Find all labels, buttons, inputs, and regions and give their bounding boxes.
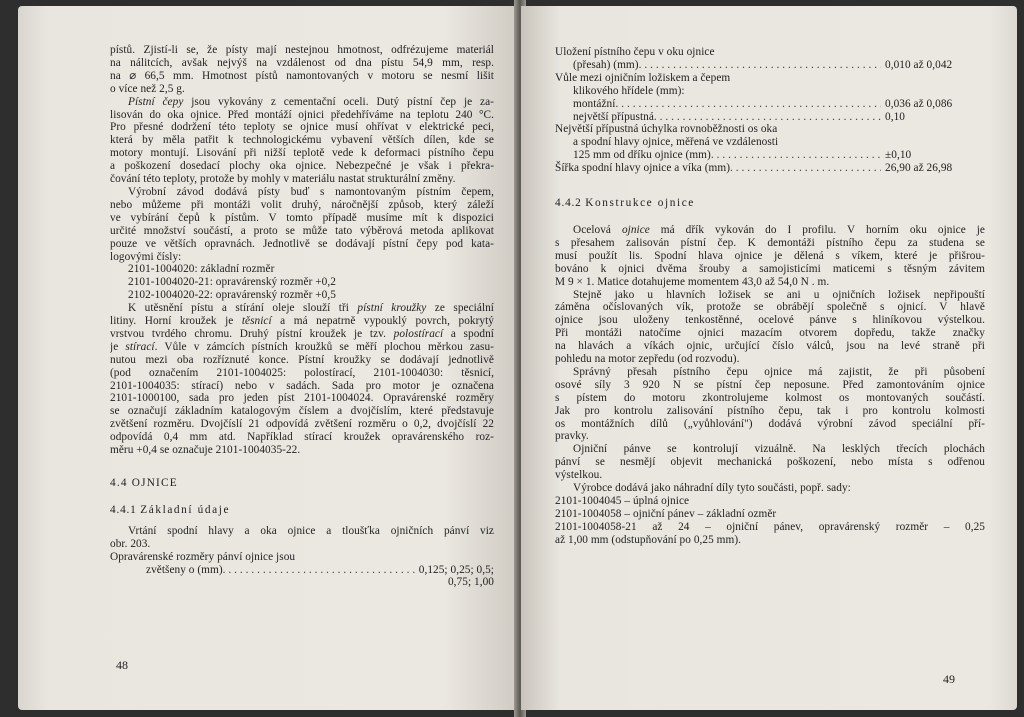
text-line: nutou mezi oba rozříznuté konce. Pístní kroužky se dodávají jednotlivě [110, 353, 494, 366]
text-line: která by měla patřit k technologickému vybavení větších dílen, kde se [110, 134, 494, 147]
text-line: Ojniční pánve se kontrolují vizuálně. Na lesklých třecích plochách [573, 443, 985, 456]
text-line: určité množství součástí, a proto se může tato výběrová metoda aplikovat [110, 224, 494, 237]
text-line: o více než 2,5 g. [110, 82, 185, 95]
text-line: lisován do oka ojnice. Před montáží ojnici předehříváme na teplotu 240 °C. [110, 108, 494, 121]
leader-dots [654, 111, 881, 124]
leader-dots [615, 98, 881, 111]
subsection-heading: 4.4.2 Konstrukce ojnice [555, 197, 695, 210]
paragraph [555, 289, 985, 366]
page-number: 48 [116, 658, 128, 672]
paragraph [110, 96, 494, 186]
text-line: odpovídá 0,4 mm atd. Například stírací kroužek opravárenského roz- [110, 431, 494, 444]
term-pistni-cepy: Pístní čepy [128, 95, 184, 108]
text-line: motory montují. Lisování při nižší teplotě vede k deformaci pístního čepu [110, 147, 494, 160]
parts-item: 2101-1004058-21 až 24 – ojniční pánev, opravárenský rozměr – 0,25 [555, 520, 985, 533]
spec-table [555, 46, 985, 175]
text-line: osové síly 3 920 N se pístní čep neposune. Před zamontováním ojnice [555, 378, 985, 391]
text-line: Pístní čepy jsou vykovány z cementační oceli. Dutý pístní čep je za- [128, 95, 494, 108]
right-page-text [555, 46, 985, 547]
text-line: na nálitcích, avšak nejvýš na vzdálenost od dna pístu 54,9 mm, resp. [110, 56, 494, 69]
spec-row: největší přípustná . . . 0,10 [555, 111, 985, 124]
text-line: 2101-1004035: stírací) nebo v sadách. Sada pro motor je označena [110, 379, 494, 392]
text-line: nebo můžeme při montáži volit druhý, náročnější způsob, který záleží [110, 198, 494, 211]
spec-row: Šířka spodní hlavy ojnice a víka (mm) . . . 26,90 až 26,98 [555, 162, 985, 175]
text-line: Vrtání spodní hlavy a oka ojnice a tloušťka ojničních pánví viz [128, 524, 494, 537]
text-line: ve vybírání čepů k pístům. V tomto případě musíme mít k dispozici [110, 211, 494, 224]
catalog-item: 2102-1004020-22: opravárenský rozměr +0,5 [128, 289, 336, 302]
text-line: M 9 × 1. Matice dotahujeme momentem 43,0 až 54,0 N . m. [555, 275, 830, 288]
paragraph [110, 186, 494, 263]
text-line: (pod označením 2101-1004025: polostírací, 2101-1004030: těsnicí, [110, 366, 494, 379]
page-number: 49 [943, 672, 955, 686]
text-line: litiny. Horní kroužek je těsnicí a má nepatrně vypouklý povrch, pokrytý [110, 315, 494, 328]
section-heading: 4.4 OJNICE [110, 477, 178, 489]
text-line: a poškození dosedací plochy oka ojnice. Nebezpečné je však i překra- [110, 160, 494, 173]
leader-dots [730, 162, 881, 175]
text-line: pravky. [555, 430, 589, 443]
text-line: pístů. Zjistí-li se, že písty mají nestejnou hmotnost, odfrézujeme materiál [110, 44, 494, 56]
text-line: výstelkou. [555, 469, 603, 482]
right-page [521, 6, 1017, 710]
text-line: K utěsnění pístu a stírání oleje slouží tři pístní kroužky ze speciální [128, 302, 494, 315]
text-line: ojnice jsou uloženy tenkostěnné, ocelové pánve s hliníkovou výstelkou. [555, 314, 985, 327]
text-line: je stírací. Vůle v zámcích pístních kroužků se měří plochou měrkou zasu- [110, 340, 494, 353]
spec-intro: Opravárenské rozměry pánví ojnice jsou [110, 550, 296, 563]
text-line: pánví se nesmějí objevit mechanická poškození, nebo místa s odřenou [555, 456, 985, 469]
paragraph [110, 44, 494, 96]
text-line: na hlavách a víkách ojnic, určující číslo válců, jsou na levé straně při [555, 340, 985, 353]
text-line: na ⌀ 66,5 mm. Hmotnost pístů namontovaných v motoru se nesmí lišit [110, 69, 494, 82]
subsection-heading: 4.4.1 Základní údaje [110, 503, 231, 516]
spec-label: a spodní hlavy ojnice, měřená ve vzdálenosti [573, 136, 779, 149]
text-line: pohledu na motor zepředu (od rozvodu). [555, 353, 740, 366]
leader-dots [639, 59, 881, 72]
spec-label: Největší přípustná úchylka rovnoběžnosti os oka [555, 123, 778, 136]
text-line: vrstvou tvrdého chromu. Druhý pístní kroužek je tzv. polostírací a spodní [110, 327, 494, 340]
text-line: Jak pro kontrolu zalisování pístního čepu, tak i pro kontrolu kolmosti [555, 404, 985, 417]
text-line: Pro přesné dodržení této teploty se ojnice musí ohřívat v elektrické peci, [110, 121, 494, 134]
text-line: os montážních dílů („vyůhlování") dodává výrobní závod speciální pří- [555, 417, 985, 430]
text-line: Výrobce dodává jako náhradní díly tyto součásti, popř. sady: [573, 482, 851, 495]
leader-dots [711, 149, 881, 162]
text-line: Správný přesah pístního čepu ojnice má zajistit, že při působení [573, 365, 985, 378]
text-line: záměna očíslovaných vík, protože se obrábějí společně s ojnicí. V hlavě [555, 301, 985, 314]
left-page [18, 6, 518, 710]
spec-label: Uložení pístního čepu v oku ojnice [555, 46, 715, 58]
spec-label: klikového hřídele (mm): [573, 84, 685, 97]
text-line: s pístem do motoru zkontrolujeme kolmost os montovaných součástí. [555, 391, 985, 404]
text-line: musí použít lis. Spodní hlava ojnice je dělená s víkem, které je přišrou- [555, 249, 985, 262]
leader-dots [223, 564, 415, 577]
text-line: logovými čísly: [110, 250, 182, 263]
text-line: Stejně jako u hlavních ložisek se ani u ojničních ložisek nepřipouští [573, 288, 985, 301]
parts-item: 2101-1004045 – úplná ojnice [555, 495, 690, 507]
text-line: Výrobní závod dodává písty buď s namontovaným pístním čepem, [128, 185, 494, 198]
catalog-item: 2101-1004020: základní rozměr [128, 263, 275, 276]
text-line: zvětšení rozměru. Dvojčíslí 21 odpovídá zvětšení rozměru o 0,2, dvojčíslí 22 [110, 418, 494, 431]
spec-row: (přesah) (mm) . . . 0,010 až 0,042 [555, 59, 985, 72]
spec-value-cont: 0,75; 1,00 [447, 576, 494, 589]
spec-row: 125 mm od dříku ojnice (mm) . . . ±0,10 [555, 149, 985, 162]
paragraph [555, 224, 985, 289]
text-line: 2101-1000100, sada pro jeden píst 2101-1004024. Opravárenské rozměry [110, 392, 494, 405]
spec-row: zvětšeny o (mm) . . . 0,125; 0,25; 0,5; [110, 564, 494, 577]
spec-label: Vůle mezi ojničním ložiskem a čepem [555, 71, 731, 84]
text-line: čování této teploty, protože by mohly v materiálu nastat strukturální změny. [110, 173, 456, 186]
paragraph [110, 525, 494, 551]
paragraph [110, 302, 494, 457]
text-line: bováno k ojnici dvěma šrouby a samojisticími maticemi s těsným závitem [555, 262, 985, 275]
paragraph [555, 366, 985, 443]
catalog-item: 2101-1004020-21: opravárenský rozměr +0,2 [128, 276, 336, 289]
spec-block [110, 551, 494, 590]
text-line: měru +0,4 se označuje 2101-1004035-22. [110, 444, 301, 457]
paragraph [555, 443, 985, 482]
text-line: s přesahem zalisován pístní čep. K demontáži pístního čepu za studena se [555, 236, 985, 249]
text-line: se označují základním katalogovým číslem a dvojčíslím, které představuje [110, 405, 494, 418]
text-line: pouze ve větších opravnách. Jednotlivě se dodávají pístní čepy pod kata- [110, 237, 494, 250]
text-line: Při montáži natočíme ojnici mazacím otvorem dopředu, takže značky [555, 327, 985, 340]
left-page-text [110, 44, 494, 589]
catalog-list [110, 263, 494, 302]
paragraph [555, 482, 985, 547]
spec-row: montážní . . . 0,036 až 0,086 [555, 98, 985, 111]
text-line: obr. 203. [110, 537, 151, 550]
parts-item: 2101-1004058 – ojniční pánev – základní ozměr [555, 507, 777, 520]
text-line: až 1,00 mm (odstupňování po 0,25 mm). [555, 533, 742, 546]
text-line: Ocelová ojnice má dřík vykován do I profilu. V horním oku ojnice je [573, 223, 985, 236]
